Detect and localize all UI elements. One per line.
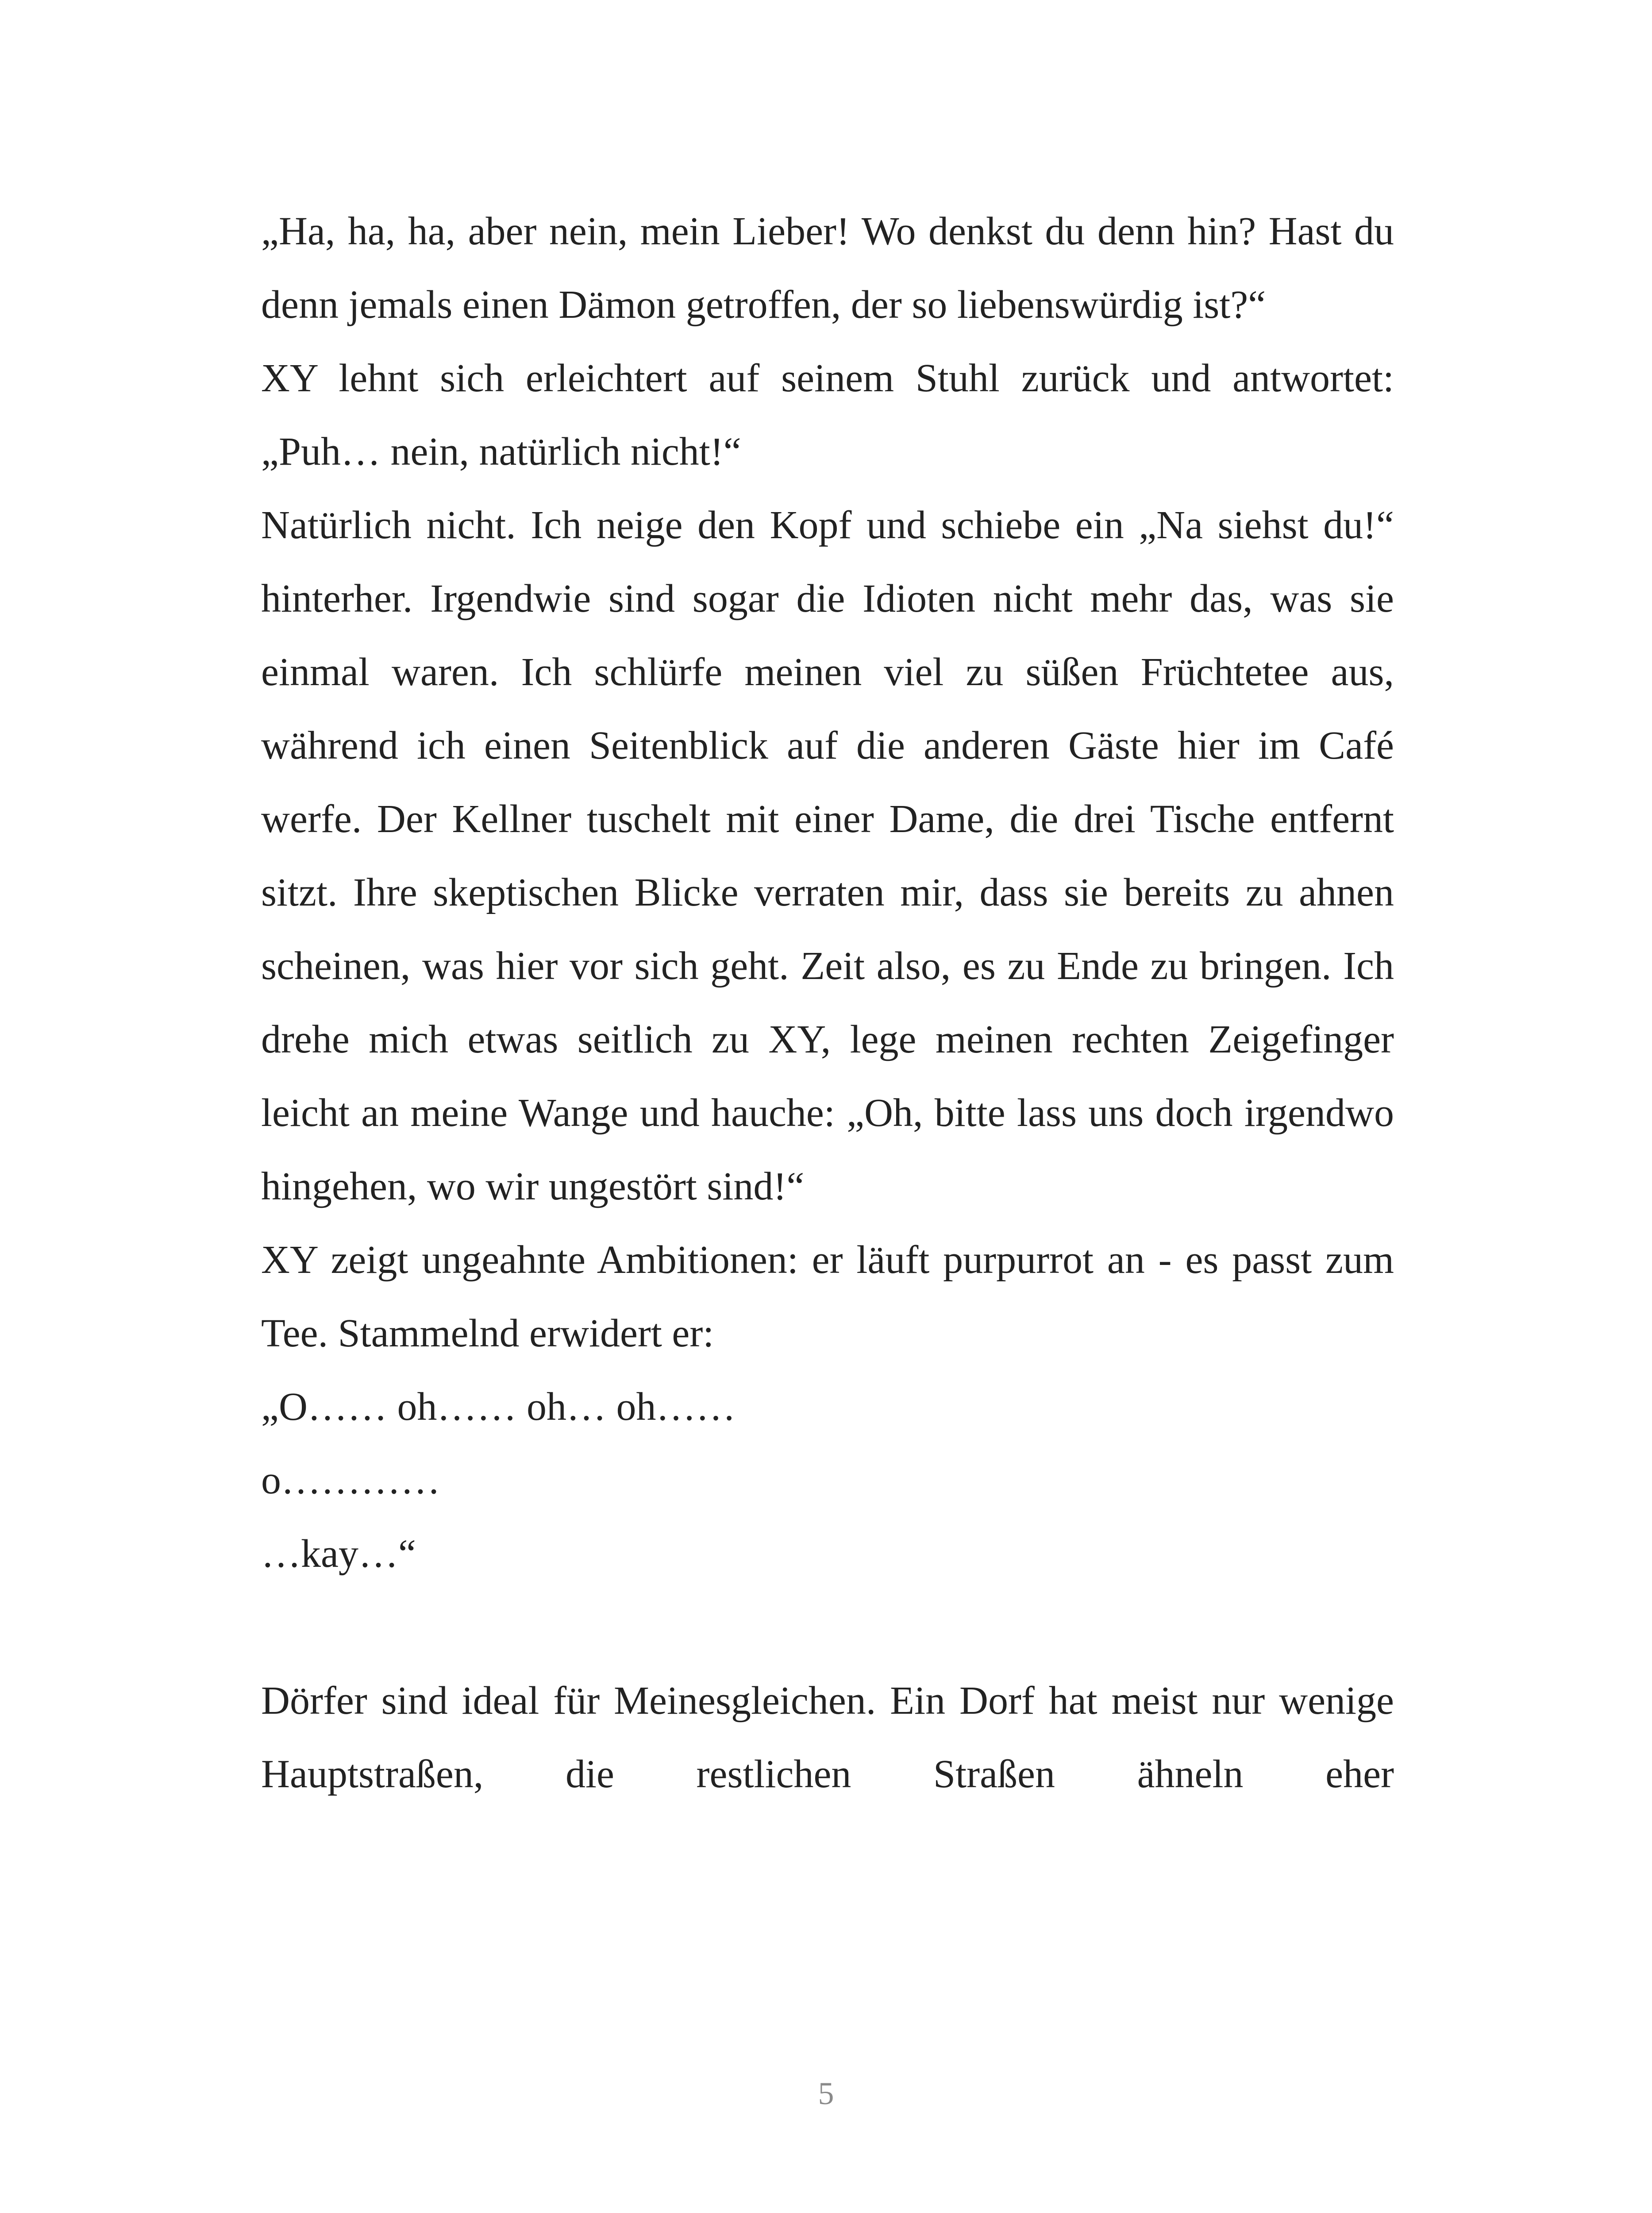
stammer-line-1: „O…… oh…… oh… oh…… <box>261 1385 736 1429</box>
paragraph-narration-blush: XY zeigt ungeahnte Ambitionen: er läuft purpurrot an - es passt zum Tee. Stammelnd erwidert er: <box>261 1238 1394 1355</box>
paragraph-narration-cafe: Natürlich nicht. Ich neige den Kopf und schiebe ein „Na siehst du!“ hinterher. Irgendwie sind sogar die Idioten nicht mehr das, was sie einmal waren. Ich schlürfe meinen viel zu süßen Früchtetee aus, während ich einen Seitenblick auf die anderen Gäste hier im Café werfe. Der Kellner tuschelt mit einer Dame, die drei Tische entfernt sitzt. Ihre skeptischen Blicke verraten mir, dass sie bereits zu ahnen scheinen, was hier vor sich geht. Zeit also, es zu Ende zu bringen. Ich drehe mich etwas seitlich zu XY, lege meinen rechten Zeigefinger leicht an meine Wange und hauche: „Oh, bitte lass uns doch irgendwo hingehen, wo wir ungestört sind!“ <box>261 503 1394 1208</box>
body-text <box>261 195 1394 1811</box>
page-number: 5 <box>818 2076 834 2111</box>
stammer-line-2: o………… <box>261 1458 440 1502</box>
stammer-line-3: …kay…“ <box>261 1532 416 1576</box>
paragraph-dialogue-2: XY lehnt sich erleichtert auf seinem Stuhl zurück und antwortet: „Puh… nein, natürlich nicht!“ <box>261 356 1394 474</box>
section-gap <box>261 1591 1394 1664</box>
paragraph-dialogue-1: „Ha, ha, ha, aber nein, mein Lieber! Wo denkst du denn hin? Hast du denn jemals einen Dämon getroffen, der so liebenswürdig ist?“ <box>261 209 1394 327</box>
paragraph-villages: Dörfer sind ideal für Meinesgleichen. Ein Dorf hat meist nur wenige Hauptstraßen, die restlichen Straßen ähneln eher <box>261 1679 1394 1796</box>
